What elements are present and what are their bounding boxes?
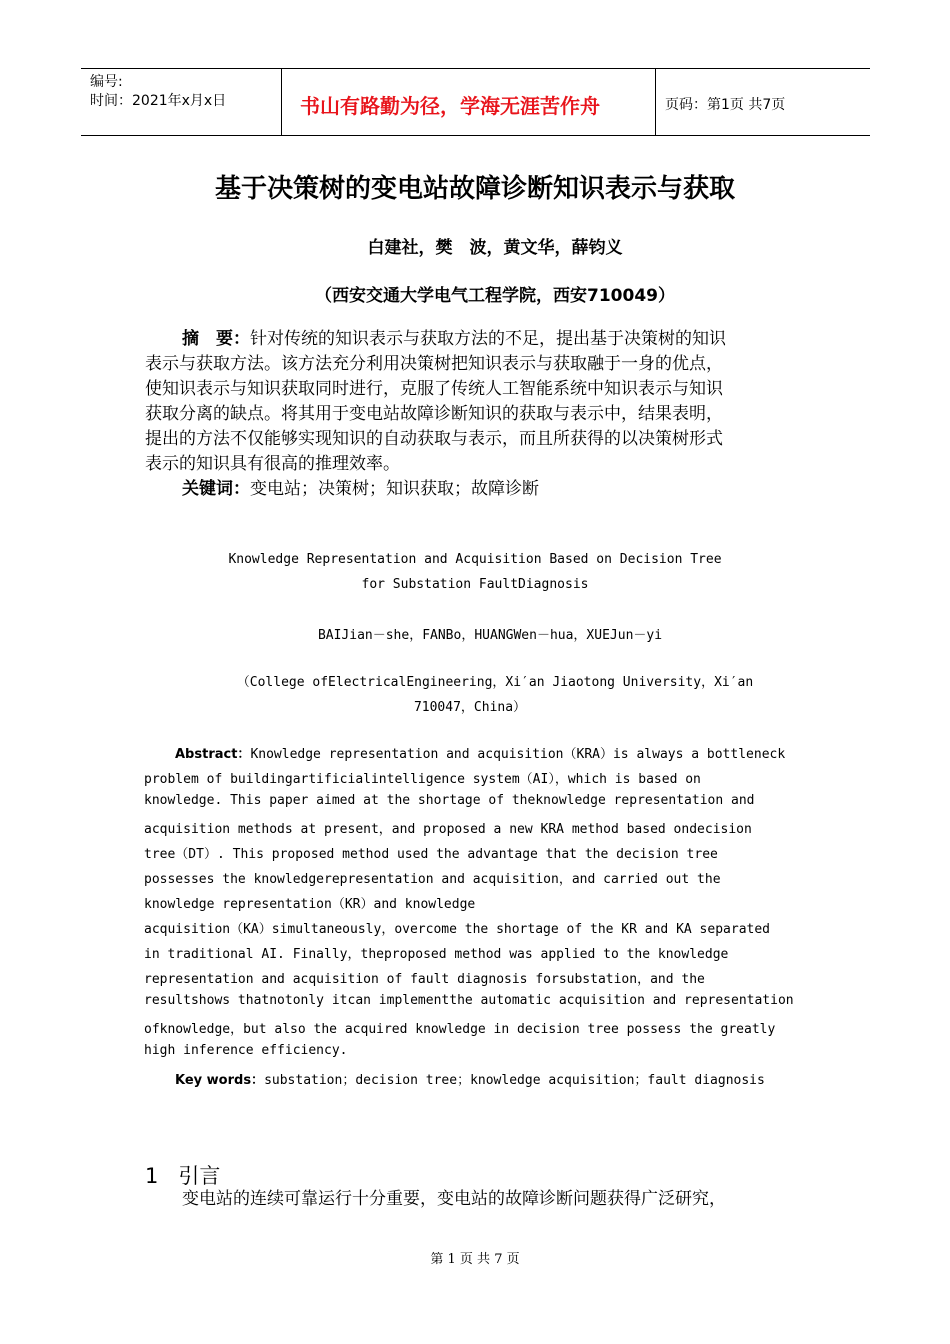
header-page-code: 页码：第1页 共7页: [665, 97, 786, 113]
keywords-en: Key words：substation；decision tree；knowledge acquisition；fault diagnosis: [175, 1073, 765, 1088]
abstract-cn-line-5: 提出的方法不仅能够实现知识的自动获取与表示，而且所获得的以决策树形式: [145, 429, 723, 449]
section-1-heading: [145, 1160, 220, 1190]
abstract-en-label: Abstract：: [175, 747, 251, 762]
abstract-cn-label: 摘 要：: [182, 329, 250, 349]
keywords-en-label: Key words：: [175, 1073, 265, 1088]
header-bottom-rule: [81, 135, 870, 136]
abstract-cn-line-3: 使知识表示与知识获取同时进行，克服了传统人工智能系统中知识表示与知识: [145, 379, 723, 399]
keywords-cn: 关键词：变电站；决策树；知识获取；故障诊断: [182, 479, 539, 499]
abstract-en-line-11: resultshows thatnotonly itcan implementthe automatic acquisition and representation: [144, 993, 794, 1008]
abstract-en-line-9: in traditional AI. Finally，theproposed method was applied to the knowledge: [144, 947, 729, 962]
section-1-number: 1: [145, 1164, 159, 1188]
paper-authors: 白建社，樊 波，黄文华，薛钧义: [367, 238, 623, 258]
header-time-label: 时间：2021年x月x日: [90, 93, 227, 109]
abstract-cn-line-2: 表示与获取方法。该方法充分利用决策树把知识表示与获取融于一身的优点，: [145, 354, 723, 374]
abstract-en-line-3: knowledge. This paper aimed at the shortage of theknowledge representation and: [144, 793, 755, 808]
section-1-first-line: 变电站的连续可靠运行十分重要，变电站的故障诊断问题获得广泛研究，: [182, 1189, 726, 1209]
abstract-en-line-6: possesses the knowledgerepresentation and acquisition，and carried out the: [144, 872, 721, 887]
en-title-line-1: Knowledge Representation and Acquisition Based on Decision Tree: [228, 552, 722, 567]
paper-title: 基于决策树的变电站故障诊断知识表示与获取: [214, 174, 735, 204]
page-footer: 第 1 页 共 7 页: [430, 1252, 520, 1267]
en-affiliation-line-1: （College ofElectricalEngineering，Xi′an Jiaotong University，Xi′an: [236, 675, 754, 690]
abstract-en-line-7: knowledge representation（KR）and knowledge: [144, 897, 476, 912]
header-top-rule: [81, 68, 870, 69]
en-title-line-2: for Substation FaultDiagnosis: [361, 577, 589, 592]
abstract-en-line-4: acquisition methods at present，and proposed a new KRA method based ondecision: [144, 822, 752, 837]
abstract-en-line-1: Abstract：Knowledge representation and acquisition（KRA）is always a bottleneck: [175, 747, 786, 762]
en-affiliation-line-2: 710047，China）: [413, 700, 527, 715]
abstract-cn-line-4: 获取分离的缺点。将其用于变电站故障诊断知识的获取与表示中，结果表明，: [145, 404, 723, 424]
header-divider-right: [655, 68, 656, 136]
abstract-cn-line-1: 摘 要：针对传统的知识表示与获取方法的不足，提出基于决策树的知识: [182, 329, 726, 349]
abstract-en-line-12: ofknowledge，but also the acquired knowledge in decision tree possess the greatly: [144, 1022, 776, 1037]
abstract-en-line-8: acquisition（KA）simultaneously，overcome the shortage of the KR and KA separated: [144, 922, 770, 937]
header-number-label: 编号:: [90, 74, 123, 90]
abstract-en-line-10: representation and acquisition of fault diagnosis forsubstation，and the: [144, 972, 705, 987]
section-1-title: 引言: [178, 1164, 221, 1188]
header-motto: 书山有路勤为径，学海无涯苦作舟: [300, 94, 600, 118]
abstract-cn-line-6: 表示的知识具有很高的推理效率。: [145, 454, 400, 474]
keywords-cn-label: 关键词：: [182, 479, 250, 499]
abstract-en-line-2: problem of buildingartificialintelligence system（AI），which is based on: [144, 772, 701, 787]
abstract-en-line-5: tree（DT）. This proposed method used the advantage that the decision tree: [144, 847, 718, 862]
paper-affiliation: （西安交通大学电气工程学院，西安710049）: [315, 286, 675, 306]
en-authors: BAIJian－she，FANBo，HUANGWen－hua，XUEJun－yi: [317, 628, 663, 643]
header-divider-left: [281, 68, 282, 136]
abstract-en-line-13: high inference efficiency.: [144, 1043, 348, 1058]
